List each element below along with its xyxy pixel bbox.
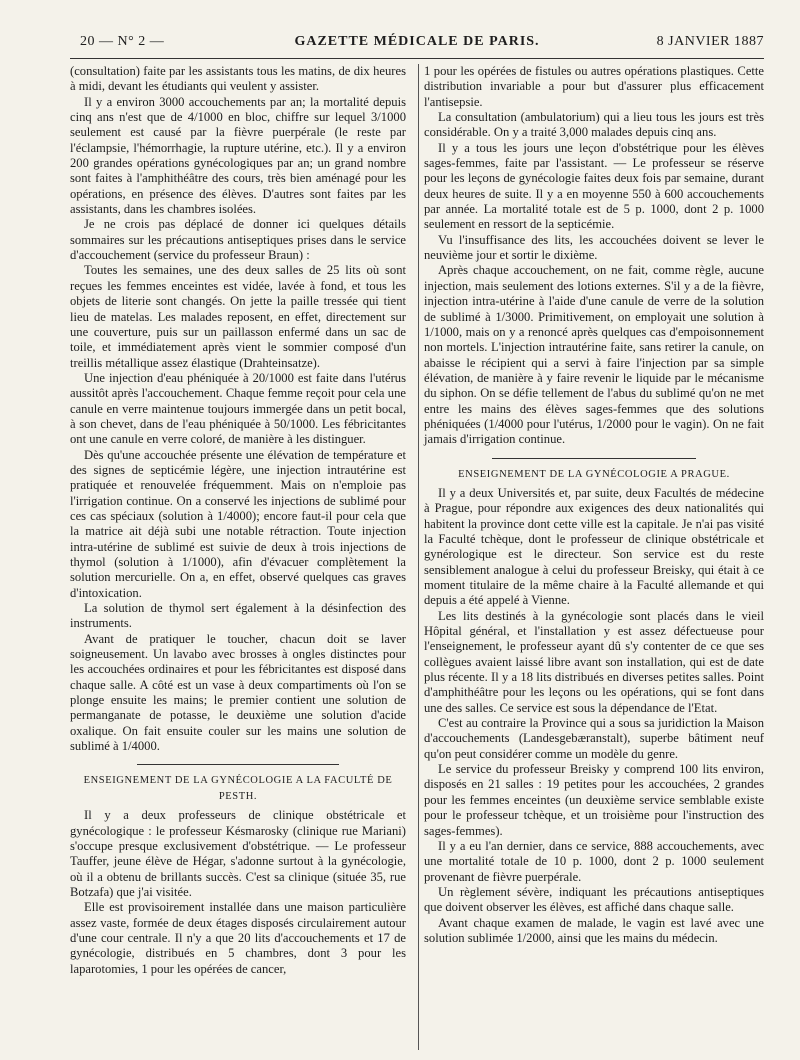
paragraph: Après chaque accouchement, on ne fait, comme règle, aucune injection, mais seulement des lotions externes. S'il y a de la fièvre, injection intra-utérine à l'aide d'une canule de verre de la solution de sublimé à 1/3000. Primitivement, on employait une solution à 1/1000, mais on y a renoncé après quelques cas d'empoisonnement non mortels. L'injection intrautérine faite, sans retirer la canule, on abaisse le récipient qui a servi à faire l'injection par sa simple élévation, de manière à y faire revenir le liquide par le mécanisme du siphon. On se défie tellement de l'abus du sublimé qu'on ne met entre les mains des élèves sages-femmes que des solutions phéniquées (1/4000 pour l'utérus, 1/2000 pour le vagin). On ne fait jamais d'irrigation continue. [424,263,764,447]
paragraph: Un règlement sévère, indiquant les précautions antiseptiques que doivent observer les élèves, est affiché dans chaque salle. [424,884,764,915]
paragraph: Avant chaque examen de malade, le vagin est lavé avec une solution sublimée 1/2000, ainsi que les mains du médecin. [424,915,764,945]
column-divider [418,64,419,1050]
paragraph: Les lits destinés à la gynécologie sont placés dans le vieil Hôpital général, et l'installation y est assez défectueuse pour l'enseignement, le professeur ayant dû s'y contenter de ce que ses collègues avaient laissé libre avant son installation, qui est de date plus récente. Il y a 18 lits distribués en diverses petites salles. Point d'amphithéâtre pour les leçons ou les opérations, qui se font dans une des salles. Ce service est sous la dépendance de l'Etat. [424,608,764,715]
page-header [70,34,764,56]
issue-date: 8 JANVIER 1887 [656,34,764,49]
page-number: 20 — N° 2 — [80,34,165,49]
header-rule [70,58,764,59]
section-rule [137,764,339,765]
paragraph: Il y a tous les jours une leçon d'obstétrique pour les élèves sages-femmes, faite par l'assistant. — Le professeur se réserve pour les leçons de gynécologie faites deux fois par semaine, durant deux heures de suite. Il y a en moyenne 550 à 600 accouchements par année. La mortalité totale est de 5 p. 1000, dont 2 p. 1000 seulement en ressort de la septicémie. [424,140,764,232]
paragraph: Il y a environ 3000 accouchements par an; la mortalité depuis cinq ans n'est que de 4/1000 en bloc, chiffre sur lequel 3/1000 seulement est causé par la fièvre puerpérale (le reste par l'éclampsie, l'hémorrhagie, la rupture utérine, etc.). Il y a environ 200 grandes opérations gynécologiques par an; un grand nombre sont faites à l'amphithéâtre des cours, très bien aménagé pour les opérations, en présence des élèves. D'autres sont faites par les assistants, dans les chambres isolées. [70,94,406,217]
paragraph: Il y a deux professeurs de clinique obstétricale et gynécologique : le professeur Késmarosky (clinique rue Mariani) s'occupe presque exclusivement d'obstétrique. — Le professeur Tauffer, jeune élève de Hégar, s'adonne surtout à la gynécologie, où il a obtenu de brillants succès. C'est sa clinique (située 35, rue Botzafa) que j'ai visitée. [70,808,406,899]
paragraph: La consultation (ambulatorium) qui a lieu tous les jours est très considérable. On y a traité 3,000 malades depuis cinq ans. [424,110,764,140]
paragraph: Dès qu'une accouchée présente une élévation de température et des signes de septicémie légère, une injection intrautérine est pratiquée et renouvelée fréquemment. Mais on n'emploie pas l'irrigation continue. On a conservé les injections de sublimé pour ces cas spéciaux (solution à 1/4000); encore faut-il pour cela que la matrice ait déjà subi une notable rétraction. Toute injection intra-utérine de sublimé est suivie de deux à trois injections de thymol (solution à 1/1000), afin d'évacuer complètement la solution mercurielle. On a, en effet, observé quelques cas graves d'intoxication. [70,447,406,600]
paragraph: Je ne crois pas déplacé de donner ici quelques détails sommaires sur les précautions antiseptiques prises dans le service d'accouchement (service du professeur Braun) : [70,217,406,263]
paragraph: C'est au contraire la Province qui a sous sa juridiction la Maison d'accouchements (Landesgebæranstalt), superbe bâtiment neuf qu'on peut considérer comme un modèle du genre. [424,716,764,761]
paragraph: Elle est provisoirement installée dans une maison particulière assez vaste, formée de deux étages disposés circulairement autour d'une cour centrale. Il n'y a que 20 lits d'accouchements et 17 de gynécologie, distribués en 5 chambres, dont 3 pour les laparotomies, 1 pour les opérées de cancer, [70,900,406,976]
paragraph: Avant de pratiquer le toucher, chacun doit se laver soigneusement. Un lavabo avec brosses à ongles distinctes pour les accouchées ordinaires et pour les fébricitantes est disposé dans chaque salle. A côté est un vase à deux compartiments où l'on se plonge ensuite les mains; le premier contient une solution de permanganate de potasse, le deuxième une solution d'acide oxalique. On fait ensuite couler sur les mains une solution de sublimé à 1/4000. [70,631,406,754]
section-heading: ENSEIGNEMENT DE LA GYNÉCOLOGIE A PRAGUE. [458,468,730,480]
paragraph: Il y a eu l'an dernier, dans ce service, 888 accouchements, avec une mortalité totale de 10 p. 1000, dont 2 p. 1000 seulement provenant de fièvre puerpérale. [424,838,764,884]
paragraph: Une injection d'eau phéniquée à 20/1000 est faite dans l'utérus aussitôt après l'accouchement. Chaque femme reçoit pour cela une canule en verre maintenue toujours immergée dans un petit bocal, à son chevet, dans de l'eau phéniquée à 50/1000. Les fébricitantes ont une canule en verre coloré, de manière à les distinguer. [70,370,406,447]
paragraph: (consultation) faite par les assistants tous les matins, de dix heures à midi, devant les étudiants qui veulent y assister. [70,64,406,94]
paragraph: Il y a deux Universités et, par suite, deux Facultés de médecine à Prague, pour répondre aux exigences des deux nationalités qui habitent la province dont cette ville est la capitale. Je n'ai pas visité la Faculté tchèque, dont le professeur de clinique obstétricale et gynérologique est le directeur. Son service est du reste sensiblement analogue à celui du professeur Breisky, qui était à ce moment titulaire de la même chaire à la Faculté allemande et qui depuis a été appelé à Vienne. [424,485,764,608]
paragraph: Le service du professeur Breisky y comprend 100 lits environ, disposés en 21 salles : 19 petites pour les accouchées, 2 grandes pour les femmes enceintes (un deuxième service semblable existe pour le professeur tchèque, et un troisième pour l'instruction des sages-femmes). [424,762,764,838]
section-heading: ENSEIGNEMENT DE LA GYNÉCOLOGIE A LA FACULTÉ DE PESTH. [83,775,393,802]
paragraph: Toutes les semaines, une des deux salles de 25 lits où sont reçues les femmes enceintes est vidée, lavée à fond, et tous les objets de literie sont changés. On jette la paille tressée qui tient lieu de matelas. Les malades reposent, en effet, directement sur une couverture, puis sur un paillasson enfermé dans un sac de toile, et immédiatement après vient le sommier composé d'un treillis métallique assez élastique (Drahteinsatze). [70,263,406,370]
paragraph: La solution de thymol sert également à la désinfection des instruments. [70,601,406,631]
paragraph: 1 pour les opérées de fistules ou autres opérations plastiques. Cette distribution invariable a pour but d'assurer plus efficacement l'antisepsie. [424,64,764,109]
section-rule [492,458,696,459]
journal-title: GAZETTE MÉDICALE DE PARIS. [294,34,540,49]
left-column [70,64,406,977]
right-column [424,64,764,946]
paragraph: Vu l'insuffisance des lits, les accouchées doivent se lever le neuvième jour et sortir le dixième. [424,232,764,263]
